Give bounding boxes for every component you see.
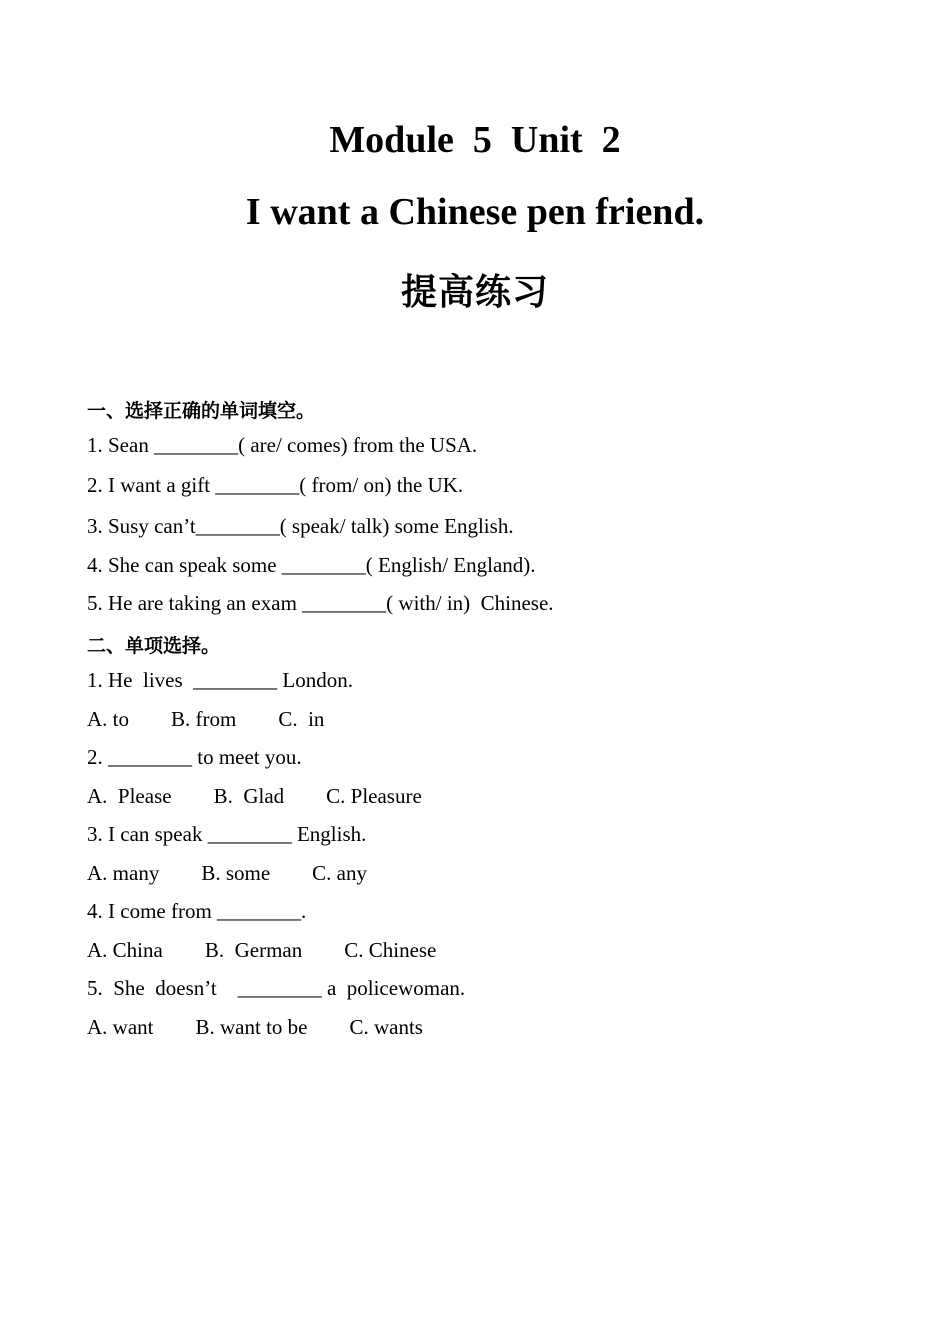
section1-heading: 一、选择正确的单词填空。 [87, 400, 316, 422]
question-options: A. want B. want to be C. wants [87, 1015, 423, 1039]
question-options: A. to B. from C. in [87, 707, 325, 731]
question-stem: 3. I can speak ________ English. [87, 822, 367, 846]
question-stem: 2. ________ to meet you. [87, 745, 302, 769]
section1-item: 2. I want a gift ________( from/ on) the UK. [87, 473, 464, 497]
section1-item: 3. Susy can’t________( speak/ talk) some English. [87, 514, 514, 538]
question-stem: 5. She doesn’t ________ a policewoman. [87, 976, 466, 1000]
section1-item: 4. She can speak some ________( English/ England). [87, 553, 536, 577]
question-options: A. Please B. Glad C. Pleasure [87, 784, 422, 808]
question-stem: 4. I come from ________. [87, 899, 307, 923]
title-practice: 提高练习 [400, 272, 549, 313]
question-stem: 1. He lives ________ London. [87, 668, 353, 692]
section2-heading: 二、单项选择。 [87, 635, 221, 657]
section1-item: 1. Sean ________( are/ comes) from the USA. [87, 433, 478, 457]
title-module-unit: Module 5 Unit 2 [329, 119, 621, 161]
question-options: A. China B. German C. Chinese [87, 938, 437, 962]
section1-item: 5. He are taking an exam ________( with/ in) Chinese. [87, 591, 554, 615]
question-options: A. many B. some C. any [87, 861, 367, 885]
title-lesson: I want a Chinese pen friend. [245, 191, 705, 233]
